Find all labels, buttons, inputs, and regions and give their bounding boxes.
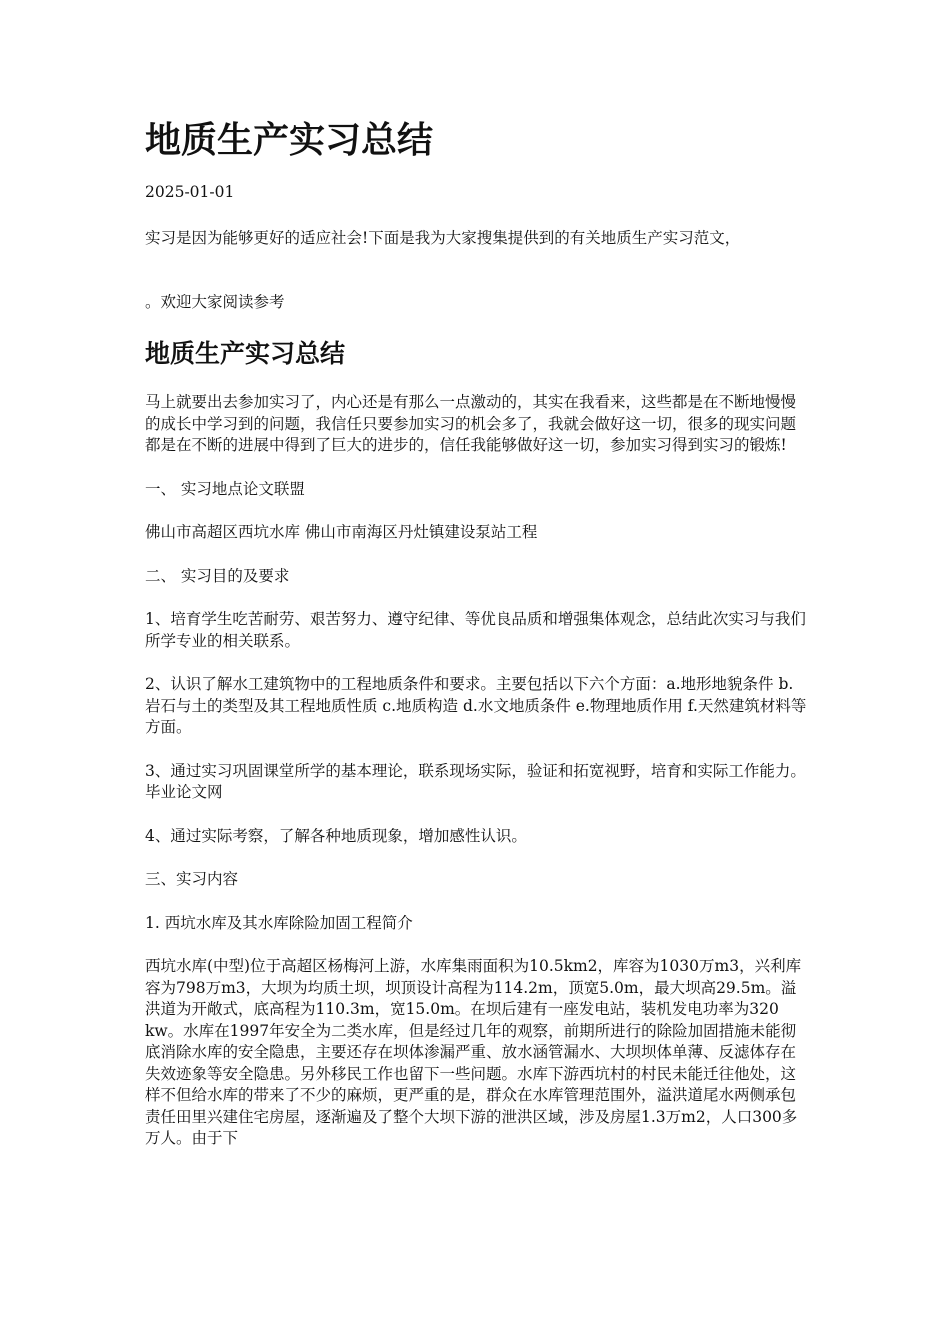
heading-purpose: 二、 实习目的及要求: [145, 566, 290, 585]
heading-location: 一、 实习地点论文联盟: [145, 479, 305, 498]
document-title: 地质生产实习总结: [145, 119, 434, 161]
document-body: [145, 392, 810, 1172]
intro-paragraph: 实习是因为能够更好的适应社会!下面是我为大家搜集提供到的有关地质生产实习范文，: [145, 229, 741, 247]
paragraph-purpose-4: 4、通过实际考察，了解各种地质现象，增加感性认识。: [145, 826, 527, 845]
paragraph-purpose-3: 3、通过实习巩固课堂所学的基本理论，联系现场实际，验证和拓宽视野，培育和实际工作能力。 毕业论文网: [145, 761, 806, 801]
welcome-line: 。欢迎大家阅读参考: [145, 293, 285, 311]
heading-content: 三、实习内容: [145, 870, 239, 888]
paragraph-reservoir: 西坑水库(中型)位于高超区杨梅河上游，水库集雨面积为10.5km2，库容为1030万m3，兴利库容为798万m3，大坝为均质土坝，坝顶设计高程为114.2m，顶宽5.0m，最大坝高29.5m。溢洪道为开敞式，底高程为110.3m，宽15.0m。在坝后建有一座发电站，装机发电功率为320 kw。水库在1997年安全为二类水库，但是经过几年的观察，前期所进行的除险加固措施未能彻底消除水库的安全隐患，主要还存在坝体渗漏严重、放水涵管漏水、大坝坝体单薄、反滤体存在失效迹象等安全隐患。另外移民工作也留下一些问题。水库下游西坑村的村民未能迁往他处，这样不但给水库的带来了不少的麻烦，更严重的是，群众在水库管理范围外，溢洪道尾水两侧承包责任田里兴建住宅房屋，逐渐遍及了整个大坝下游的泄洪区域，涉及房屋1.3万m2，人口300多万人。由于下: [145, 957, 802, 1147]
section-title: 地质生产实习总结: [145, 339, 346, 368]
heading-reservoir-intro: 1. 西坑水库及其水库除险加固工程简介: [145, 913, 413, 932]
paragraph-location: 佛山市高超区西坑水库 佛山市南海区丹灶镇建设泵站工程: [145, 523, 538, 541]
section-heading-wrap: [145, 336, 345, 372]
document-date: 2025-01-01: [145, 183, 235, 201]
paragraph-opening: 马上就要出去参加实习了，内心还是有那么一点激动的，其实在我看来，这些都是在不断地慢慢的成长中学习到的问题，我信任只要参加实习的机会多了，我就会做好这一切，很多的现实问题都是在不断的进展中得到了巨大的进步的，信任我能够做好这一切，参加实习得到实习的锻炼!: [145, 393, 797, 454]
paragraph-purpose-1: 1、培育学生吃苦耐劳、艰苦努力、遵守纪律、等优良品质和增强集体观念，总结此次实习与我们所学专业的相关联系。: [145, 610, 806, 650]
paragraph-purpose-2: 2、认识了解水工建筑物中的工程地质条件和要求。主要包括以下六个方面：a.地形地貌条件 b. 岩石与土的类型及其工程地质性质 c.地质构造 d.水文地质条件 e.物理地质作用 f.天然建筑材料等方面。: [145, 675, 807, 736]
